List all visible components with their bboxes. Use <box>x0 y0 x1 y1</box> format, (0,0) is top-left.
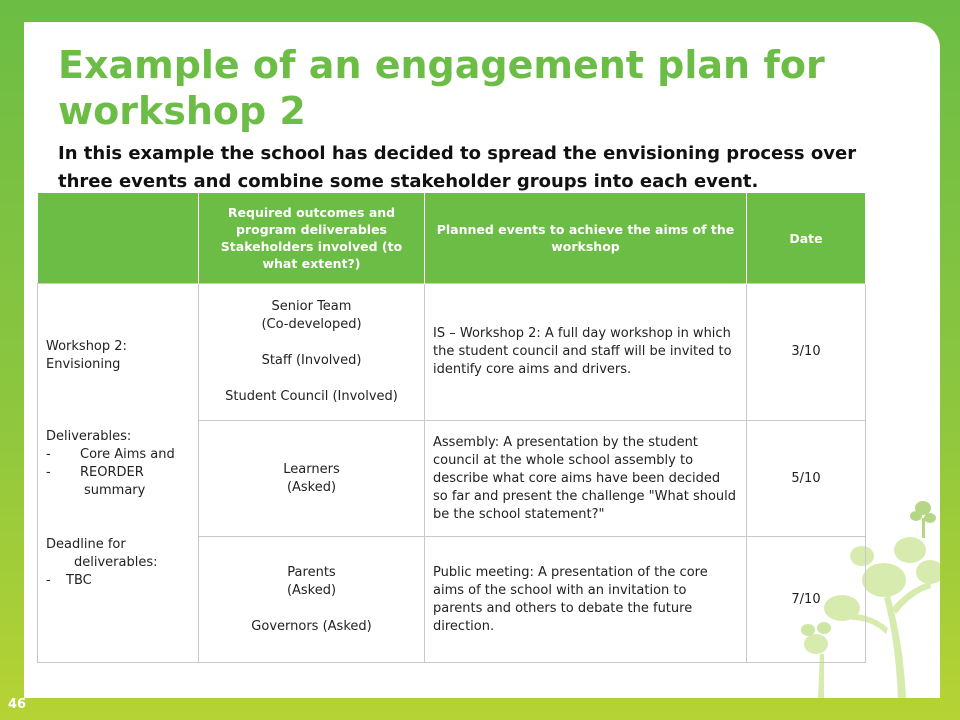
stakeholders-cell: Parents (Asked) Governors (Asked) <box>199 537 425 663</box>
header-outcomes <box>199 193 425 284</box>
engagement-plan-table <box>37 193 866 663</box>
page-subtitle: In this example the school has decided to spread the envisioning process over three events and combine some stakeholder groups into each event. <box>58 143 857 192</box>
header-outcomes-line2: Stakeholders involved (to what extent?) <box>220 239 403 271</box>
deliverable-item: - Core Aims and <box>46 447 175 462</box>
header-date: Date <box>747 193 866 284</box>
deliverable-item: - REORDER <box>46 465 144 480</box>
deadline-value: - TBC <box>46 573 92 588</box>
date-cell: 3/10 <box>747 284 866 421</box>
table-row <box>38 284 866 421</box>
page-number: 46 <box>8 697 27 712</box>
deliverables-label: Deliverables: <box>46 429 132 444</box>
workshop-name-line2: Envisioning <box>46 357 121 372</box>
page-title: Example of an engagement plan for workshop 2 <box>58 43 825 133</box>
stakeholders-cell: Learners (Asked) <box>199 421 425 537</box>
date-cell: 7/10 <box>747 537 866 663</box>
deliverable-item-cont: summary <box>84 483 146 498</box>
workshop-cell <box>38 284 199 663</box>
date-cell: 5/10 <box>747 421 866 537</box>
stakeholders-cell: Senior Team (Co-developed) Staff (Involved) Student Council (Involved) <box>199 284 425 421</box>
header-outcomes-line1: Required outcomes and program deliverables <box>227 205 396 237</box>
event-cell: IS – Workshop 2: A full day workshop in which the student council and staff will be invited to identify core aims and drivers. <box>425 284 747 421</box>
deadline-label-cont: deliverables: <box>74 555 158 570</box>
event-cell: Assembly: A presentation by the student council at the whole school assembly to describe what core aims have been decided so far and present the challenge "What should be the school statement?" <box>425 421 747 537</box>
workshop-name-line1: Workshop 2: <box>46 339 127 354</box>
deadline-label: Deadline for <box>46 537 126 552</box>
header-blank <box>38 193 199 284</box>
event-cell: Public meeting: A presentation of the core aims of the school with an invitation to parents and others to debate the future direction. <box>425 537 747 663</box>
table-header-row <box>38 193 866 284</box>
header-planned-events: Planned events to achieve the aims of the workshop <box>425 193 747 284</box>
